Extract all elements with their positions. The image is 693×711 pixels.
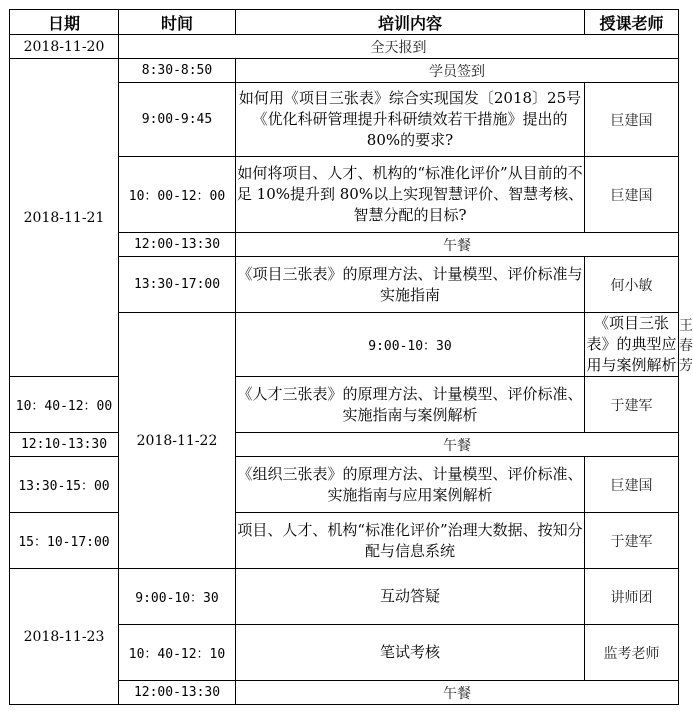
header-time: 时间: [119, 10, 236, 35]
topic-cell: 《人才三张表》的原理方法、计量模型、评价标准、实施指南与案例解析: [236, 377, 585, 433]
time-cell: 10：40-12：10: [119, 625, 236, 681]
header-row: [10, 10, 679, 35]
time-cell: 9:00-10：30: [119, 569, 236, 625]
topic-cell: 互动答疑: [236, 569, 585, 625]
time-cell: 13:30-15：00: [10, 457, 119, 513]
full-day-note: 全天报到: [119, 35, 679, 59]
topic-cell: 如何用《项目三张表》综合实现国发〔2018〕25号《优化科研管理提升科研绩效若干措施》提出的80%的要求?: [236, 83, 585, 157]
table-row: [10, 513, 679, 569]
time-cell: 10：40-12：00: [10, 377, 119, 433]
lunch-note: 午餐: [236, 433, 679, 457]
teacher-cell: 何小敏: [585, 257, 679, 313]
time-cell: 10：00-12：00: [119, 157, 236, 233]
date-cell: 2018-11-22: [119, 313, 236, 569]
table-row: [10, 433, 679, 457]
teacher-cell: 于建军: [585, 377, 679, 433]
topic-cell: 项目、人才、机构“标准化评价”治理大数据、按知分配与信息系统: [236, 513, 585, 569]
header-content: 培训内容: [236, 10, 585, 35]
date-cell: 2018-11-21: [10, 59, 119, 377]
time-cell: 12:00-13:30: [119, 233, 236, 257]
lunch-note: 午餐: [236, 681, 679, 705]
teacher-cell: 巨建国: [585, 457, 679, 513]
topic-cell: 笔试考核: [236, 625, 585, 681]
signin-note: 学员签到: [236, 59, 679, 83]
time-cell: 13:30-17:00: [119, 257, 236, 313]
time-cell: 9:00-10：30: [236, 313, 585, 377]
teacher-cell: 讲师团: [585, 569, 679, 625]
teacher-cell: 巨建国: [585, 157, 679, 233]
topic-cell: 如何将项目、人才、机构的“标准化评价”从目前的不足 10%提升到 80%以上实现智慧评价、智慧考核、智慧分配的目标?: [236, 157, 585, 233]
table-row: 2018-11-22 9:00-10：30 《项目三张表》的典型应用与案例解析 王春芳: [10, 313, 679, 377]
date-cell: 2018-11-23: [10, 569, 119, 705]
table-row: [10, 457, 679, 513]
topic-cell: 《项目三张表》的典型应用与案例解析: [585, 313, 679, 377]
topic-cell: 《项目三张表》的原理方法、计量模型、评价标准与实施指南: [236, 257, 585, 313]
table-row: [10, 377, 679, 433]
teacher-cell: 于建军: [585, 513, 679, 569]
time-cell: 8:30-8:50: [119, 59, 236, 83]
teacher-cell: 巨建国: [585, 83, 679, 157]
time-cell: 12:10-13:30: [10, 433, 119, 457]
table-row: [10, 59, 679, 83]
lunch-note: 午餐: [236, 233, 679, 257]
table-row: [10, 35, 679, 59]
time-cell: 15：10-17:00: [10, 513, 119, 569]
topic-cell: 《组织三张表》的原理方法、计量模型、评价标准、实施指南与应用案例解析: [236, 457, 585, 513]
schedule-table: [9, 9, 693, 705]
header-date: 日期: [10, 10, 119, 35]
time-cell: 9:00-9:45: [119, 83, 236, 157]
teacher-cell: 监考老师: [585, 625, 679, 681]
date-cell: 2018-11-20: [10, 35, 119, 59]
header-teacher: 授课老师: [585, 10, 679, 35]
table-row: [10, 569, 679, 625]
time-cell: 12:00-13:30: [119, 681, 236, 705]
